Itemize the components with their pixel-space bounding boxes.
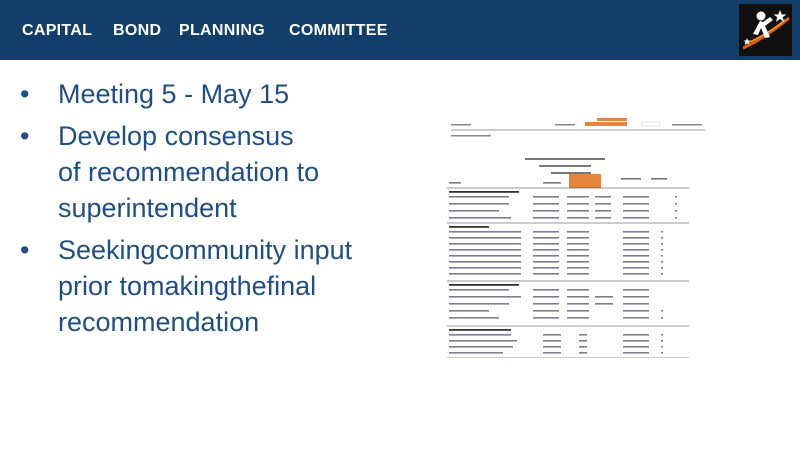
bullet-text: recommendation bbox=[58, 307, 260, 337]
title-word-1: CAPITAL bbox=[22, 22, 93, 39]
bullet-item-community-input bbox=[20, 232, 400, 340]
slide-title bbox=[0, 0, 700, 60]
bullet-text: superintendent bbox=[58, 193, 237, 223]
bullet-dot-icon: • bbox=[20, 121, 30, 151]
title-word-4: COMMITTEE bbox=[289, 22, 388, 39]
bullet-text: Develop consensus bbox=[58, 121, 294, 151]
bullet-text: Meeting 5 - May 15 bbox=[58, 79, 290, 109]
bond-project-table-thumbnail bbox=[447, 118, 709, 358]
bullet-list bbox=[20, 76, 400, 346]
title-bar bbox=[0, 0, 800, 60]
title-word-2: BOND bbox=[113, 22, 162, 39]
bullet-dot-icon: • bbox=[20, 79, 30, 109]
star-figure-logo-icon bbox=[739, 4, 792, 56]
bullet-item-meeting bbox=[20, 76, 400, 112]
title-word-3: PLANNING bbox=[179, 22, 265, 39]
bullet-item-consensus bbox=[20, 118, 400, 226]
document-image bbox=[447, 118, 709, 358]
bullet-dot-icon: • bbox=[20, 235, 30, 265]
bullet-text: of recommendation to bbox=[58, 157, 320, 187]
bullet-text: prior tomakingthefinal bbox=[58, 271, 317, 301]
bullet-text: Seekingcommunity input bbox=[58, 235, 353, 265]
